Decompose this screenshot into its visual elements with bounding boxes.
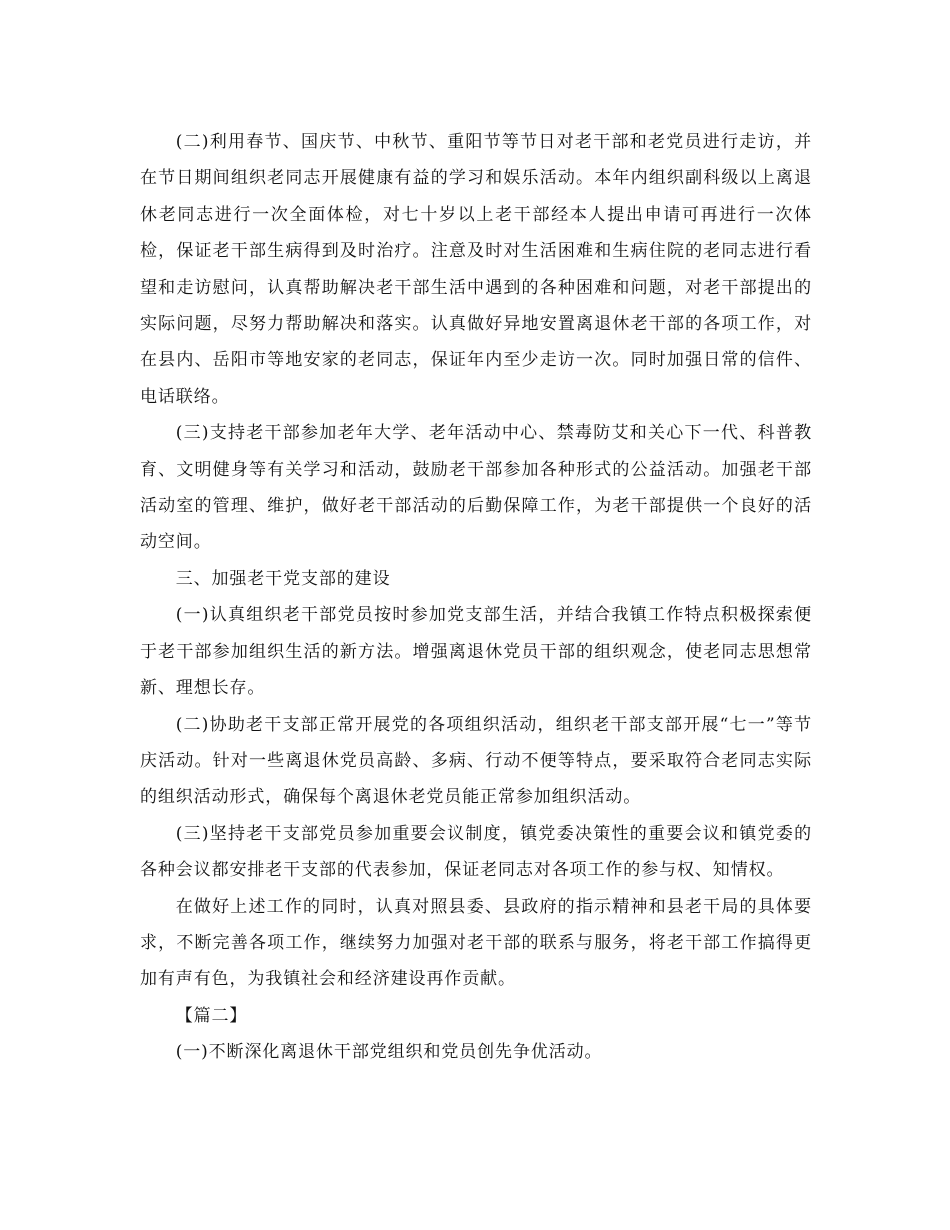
paragraph-deepen-activities: (一)不断深化离退休干部党组织和党员创先争优活动。: [175, 1042, 603, 1063]
section-heading-party-branch: 三、加强老干党支部的建设: [175, 568, 391, 589]
paragraph-holiday-visits: (二)利用春节、国庆节、中秋节、重阳节等节日对老干部和老党员进行走访，并在节日期间组织老同志开展健康有益的学习和娱乐活动。本年内组织副科级以上离退休老同志进行一次全面体检，对七十岁以上老干部经本人提出申请可再进行一次体检，保证老干部生病得到及时治疗。注意及时对生活困难和生病住院的老同志进行看望和走访慰问，认真帮助解决老干部生活中遇到的各种困难和问题，对老干部提出的实际问题，尽努力帮助解决和落实。认真做好异地安置离退休老干部的各项工作，对在县内、岳阳市等地安家的老同志，保证年内至少走访一次。同时加强日常的信件、电话联络。: [140, 132, 812, 407]
paragraph-branch-activities: (二)协助老干支部正常开展党的各项组织活动，组织老干部支部开展“七一”等节庆活动。针对一些离退休党员高龄、多病、行动不便等特点，要采取符合老同志实际的组织活动形式，确保每个离退休老党员能正常参加组织活动。: [140, 714, 812, 808]
document-body: [140, 124, 812, 1071]
paragraph-activities-support: (三)支持老干部参加老年大学、老年活动中心、禁毒防艾和关心下一代、科普教育、文明健身等有关学习和活动，鼓励老干部参加各种形式的公益活动。加强老干部活动室的管理、维护，做好老干部活动的后勤保障工作，为老干部提供一个良好的活动空间。: [140, 423, 812, 553]
section-heading-part-two: 【篇二】: [175, 1005, 248, 1026]
paragraph-organization-life: (一)认真组织老干部党员按时参加党支部生活，并结合我镇工作特点积极探索便于老干部参加组织生活的新方法。增强离退休党员干部的组织观念，使老同志思想常新、理想长存。: [140, 605, 812, 699]
paragraph-meeting-system: (三)坚持老干支部党员参加重要会议制度，镇党委决策性的重要会议和镇党委的各种会议都安排老干支部的代表参加，保证老同志对各项工作的参与权、知情权。: [140, 823, 812, 881]
paragraph-conclusion: 在做好上述工作的同时，认真对照县委、县政府的指示精神和县老干局的具体要求，不断完善各项工作，继续努力加强对老干部的联系与服务，将老干部工作搞得更加有声有色，为我镇社会和经济建设再作贡献。: [140, 896, 812, 990]
